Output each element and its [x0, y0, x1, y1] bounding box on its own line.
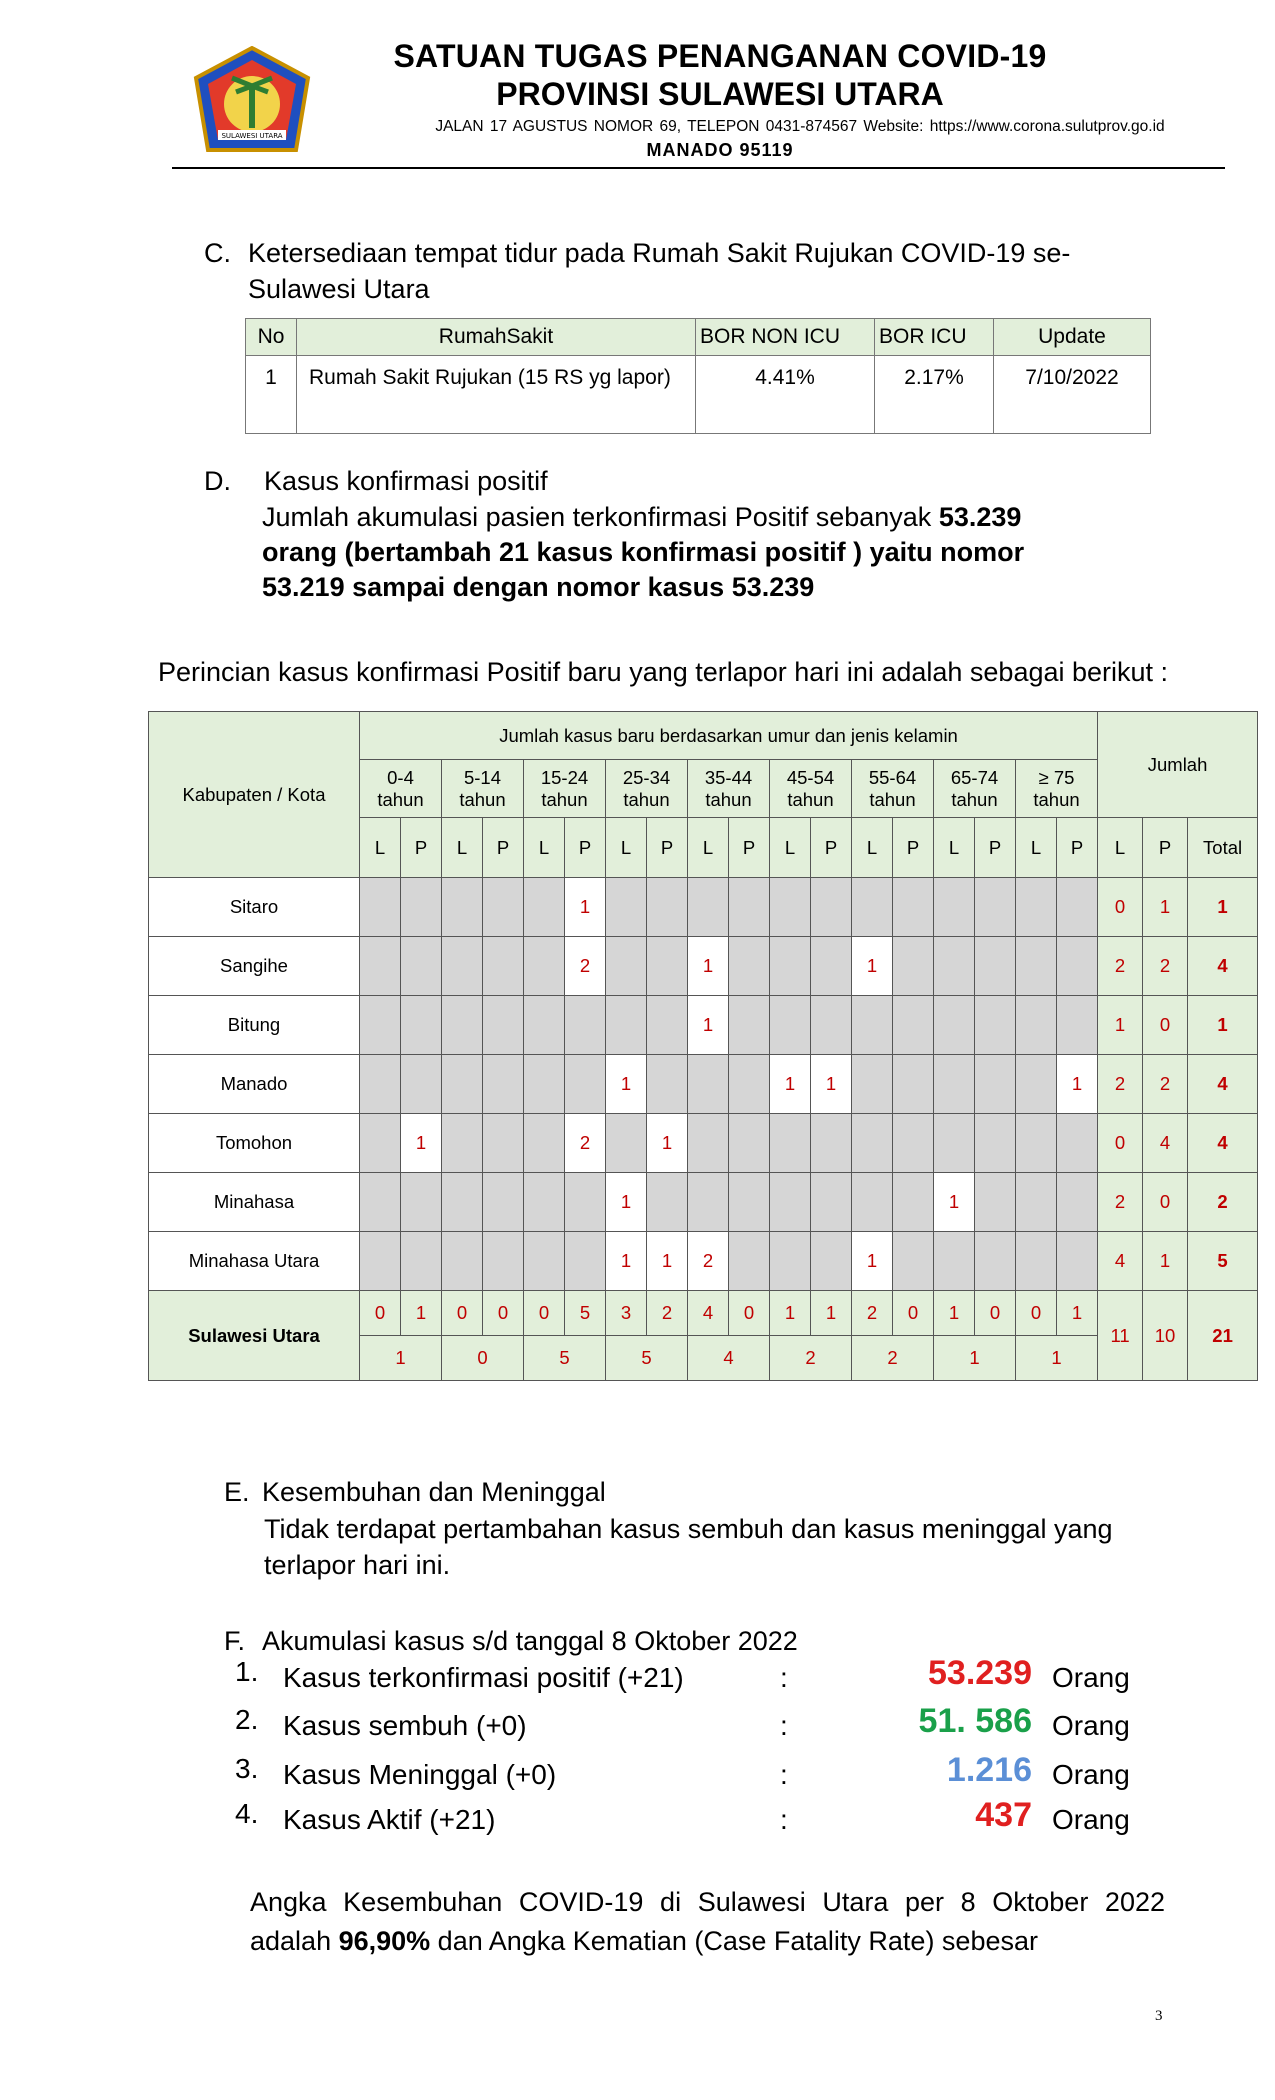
item-number: 2.	[235, 1704, 259, 1735]
sex-header: L	[524, 818, 565, 878]
sex-header: L	[1016, 818, 1057, 878]
age-group-header: 35-44 tahun	[688, 760, 770, 818]
item-number: 1.	[235, 1656, 259, 1687]
case-count-cell	[401, 996, 442, 1055]
summary-sex-cell: 1	[401, 1291, 442, 1336]
table-row	[149, 996, 1258, 1055]
row-sum-l: 4	[1098, 1232, 1143, 1291]
sex-header: P	[1143, 818, 1188, 878]
col-header-age-group: Jumlah kasus baru berdasarkan umur dan jenis kelamin	[360, 712, 1098, 760]
item-unit: Orang	[1052, 1662, 1130, 1693]
col-header-region: Kabupaten / Kota	[149, 712, 360, 878]
case-count-cell	[360, 878, 401, 937]
sex-header: L	[852, 818, 893, 878]
case-count-cell	[442, 1173, 483, 1232]
case-count-cell	[606, 878, 647, 937]
case-count-cell	[893, 996, 934, 1055]
closing-line2: adalah 96,90% dan Angka Kematian (Case Fatality Rate) sebesar	[250, 1926, 1038, 1956]
summary-age-cell: 1	[1016, 1336, 1098, 1381]
case-count-cell	[401, 937, 442, 996]
case-count-cell	[524, 937, 565, 996]
col-header-update: Update	[994, 319, 1151, 356]
case-count-cell	[975, 996, 1016, 1055]
summary-sex-cell: 1	[1057, 1291, 1098, 1336]
svg-text:SULAWESI UTARA: SULAWESI UTARA	[221, 132, 283, 140]
section-e-title: Kesembuhan dan Meninggal	[262, 1477, 606, 1507]
section-e-line2: terlapor hari ini.	[264, 1550, 451, 1580]
summary-sex-cell: 0	[893, 1291, 934, 1336]
section-d-line2: orang (bertambah 21 kasus konfirmasi positif ) yaitu nomor	[262, 537, 1025, 567]
summary-age-cell: 4	[688, 1336, 770, 1381]
row-sum-total: 1	[1188, 996, 1258, 1055]
case-count-cell	[360, 996, 401, 1055]
item-value: 1.216	[946, 1751, 1032, 1789]
case-count-cell	[811, 878, 852, 937]
table-row	[149, 937, 1258, 996]
case-count-cell	[770, 878, 811, 937]
detail-intro: Perincian kasus konfirmasi Positif baru yang terlapor hari ini adalah sebagai berikut :	[158, 657, 1169, 687]
case-count-cell	[483, 937, 524, 996]
col-header-bor-non-icu: BOR NON ICU	[696, 319, 875, 356]
case-count-cell	[524, 1055, 565, 1114]
item-label: Kasus sembuh (+0)	[283, 1710, 527, 1741]
case-count-cell	[893, 1055, 934, 1114]
case-count-cell	[729, 1055, 770, 1114]
case-count-cell	[934, 996, 975, 1055]
table-row	[149, 1232, 1258, 1291]
item-value: 437	[975, 1796, 1032, 1834]
region-label: Sitaro	[149, 878, 360, 937]
case-count-cell	[893, 878, 934, 937]
summary-age-cell: 5	[524, 1336, 606, 1381]
case-count-cell	[565, 1173, 606, 1232]
summary-sum-l: 11	[1098, 1291, 1143, 1381]
letterhead	[170, 38, 1230, 168]
item-unit: Orang	[1052, 1710, 1130, 1741]
row-sum-p: 0	[1143, 996, 1188, 1055]
row-sum-p: 2	[1143, 937, 1188, 996]
case-count-cell: 1	[565, 878, 606, 937]
row-sum-l: 0	[1098, 878, 1143, 937]
sex-header: P	[729, 818, 770, 878]
item-value: 53.239	[928, 1654, 1032, 1692]
summary-sex-cell: 0	[975, 1291, 1016, 1336]
case-count-cell	[483, 1114, 524, 1173]
case-count-cell	[360, 937, 401, 996]
summary-sex-cell: 0	[360, 1291, 401, 1336]
case-count-cell	[893, 1114, 934, 1173]
case-count-cell	[852, 878, 893, 937]
case-count-cell	[524, 996, 565, 1055]
row-sum-l: 2	[1098, 1173, 1143, 1232]
case-count-cell	[360, 1173, 401, 1232]
summary-sum-p: 10	[1143, 1291, 1188, 1381]
case-count-cell	[360, 1232, 401, 1291]
summary-age-cell: 5	[606, 1336, 688, 1381]
case-count-cell	[893, 937, 934, 996]
case-count-cell	[1057, 1114, 1098, 1173]
region-label: Minahasa	[149, 1173, 360, 1232]
case-count-cell	[852, 1173, 893, 1232]
case-count-cell	[770, 1232, 811, 1291]
case-count-cell	[770, 1114, 811, 1173]
case-count-cell: 1	[852, 937, 893, 996]
case-count-cell	[893, 1173, 934, 1232]
section-e-letter: E.	[224, 1477, 250, 1507]
summary-sex-cell: 0	[442, 1291, 483, 1336]
case-count-cell	[975, 937, 1016, 996]
item-value: 51. 586	[918, 1702, 1032, 1740]
col-header-total-group: Jumlah	[1098, 712, 1258, 818]
case-count-cell	[770, 937, 811, 996]
item-separator: :	[780, 1662, 788, 1693]
item-number: 4.	[235, 1798, 259, 1829]
city-line: MANADO 95119	[646, 140, 794, 160]
case-count-cell	[852, 1055, 893, 1114]
case-count-cell	[483, 1232, 524, 1291]
cell-update: 7/10/2022	[994, 356, 1151, 434]
case-count-cell	[442, 1055, 483, 1114]
page-number: 3	[1155, 2008, 1163, 2024]
case-count-cell	[688, 1173, 729, 1232]
case-count-cell	[1016, 937, 1057, 996]
section-c-title-cont: Sulawesi Utara	[248, 274, 430, 304]
total-header: Total	[1188, 818, 1258, 878]
sex-header: L	[1098, 818, 1143, 878]
item-unit: Orang	[1052, 1759, 1130, 1790]
case-count-cell	[934, 937, 975, 996]
case-count-cell	[401, 1173, 442, 1232]
case-count-cell	[811, 1114, 852, 1173]
summary-row-by-sex	[149, 1291, 1258, 1336]
section-f-letter: F.	[224, 1626, 246, 1656]
age-group-header: 45-54 tahun	[770, 760, 852, 818]
cell-bor-icu: 2.17%	[875, 356, 994, 434]
province-title: PROVINSI SULAWESI UTARA	[496, 76, 944, 112]
item-label: Kasus Meninggal (+0)	[283, 1759, 557, 1790]
sex-header: L	[606, 818, 647, 878]
case-count-cell	[1057, 937, 1098, 996]
case-count-cell: 1	[606, 1232, 647, 1291]
case-count-cell	[1016, 1232, 1057, 1291]
summary-sex-cell: 1	[934, 1291, 975, 1336]
region-label: Tomohon	[149, 1114, 360, 1173]
row-sum-p: 0	[1143, 1173, 1188, 1232]
case-count-cell	[442, 1114, 483, 1173]
case-count-cell	[975, 1055, 1016, 1114]
sex-header: P	[565, 818, 606, 878]
case-count-cell	[1016, 878, 1057, 937]
case-count-cell	[647, 1055, 688, 1114]
sex-header: P	[811, 818, 852, 878]
row-sum-total: 2	[1188, 1173, 1258, 1232]
row-sum-total: 4	[1188, 937, 1258, 996]
case-count-cell	[811, 937, 852, 996]
case-count-cell	[647, 1173, 688, 1232]
case-count-cell	[565, 1232, 606, 1291]
sex-header: P	[975, 818, 1016, 878]
table-row	[246, 356, 1151, 434]
item-separator: :	[780, 1759, 788, 1790]
case-count-cell	[729, 1232, 770, 1291]
section-d-title: Kasus konfirmasi positif	[264, 466, 548, 496]
case-count-cell	[975, 1173, 1016, 1232]
row-sum-p: 1	[1143, 1232, 1188, 1291]
case-count-cell	[442, 1232, 483, 1291]
summary-sex-cell: 5	[565, 1291, 606, 1336]
row-sum-p: 1	[1143, 878, 1188, 937]
sex-header: P	[483, 818, 524, 878]
sex-header: L	[442, 818, 483, 878]
section-f-title: Akumulasi kasus s/d tanggal 8 Oktober 2022	[262, 1626, 798, 1656]
header-divider	[172, 167, 1225, 169]
case-count-cell	[729, 1173, 770, 1232]
row-sum-total: 1	[1188, 878, 1258, 937]
item-label: Kasus Aktif (+21)	[283, 1804, 496, 1835]
sex-header: L	[770, 818, 811, 878]
item-unit: Orang	[1052, 1804, 1130, 1835]
age-group-header: 25-34 tahun	[606, 760, 688, 818]
case-count-cell	[688, 1114, 729, 1173]
row-sum-l: 0	[1098, 1114, 1143, 1173]
row-sum-l: 2	[1098, 1055, 1143, 1114]
case-count-cell	[729, 996, 770, 1055]
case-count-cell: 1	[688, 996, 729, 1055]
case-count-cell	[811, 1173, 852, 1232]
org-title: SATUAN TUGAS PENANGANAN COVID-19	[393, 38, 1047, 74]
case-count-cell	[565, 996, 606, 1055]
age-group-header: 65-74 tahun	[934, 760, 1016, 818]
case-count-cell	[442, 937, 483, 996]
case-count-cell	[934, 1114, 975, 1173]
case-count-cell	[524, 878, 565, 937]
case-count-cell	[729, 937, 770, 996]
case-count-cell	[975, 878, 1016, 937]
row-sum-total: 4	[1188, 1055, 1258, 1114]
summary-sex-cell: 0	[729, 1291, 770, 1336]
sex-header: P	[893, 818, 934, 878]
sex-header: L	[688, 818, 729, 878]
case-count-cell	[1057, 878, 1098, 937]
case-count-cell	[852, 996, 893, 1055]
case-count-cell	[852, 1114, 893, 1173]
row-sum-total: 5	[1188, 1232, 1258, 1291]
case-count-cell	[1016, 1173, 1057, 1232]
summary-age-cell: 2	[770, 1336, 852, 1381]
case-count-cell	[770, 996, 811, 1055]
cell-hospital: Rumah Sakit Rujukan (15 RS yg lapor)	[297, 356, 696, 434]
case-count-cell	[524, 1232, 565, 1291]
case-count-cell	[811, 1232, 852, 1291]
section-e-line1: Tidak terdapat pertambahan kasus sembuh dan kasus meninggal yang	[264, 1514, 1113, 1544]
case-count-cell	[1016, 996, 1057, 1055]
age-group-header: 5-14 tahun	[442, 760, 524, 818]
age-group-header: 55-64 tahun	[852, 760, 934, 818]
case-count-cell: 2	[688, 1232, 729, 1291]
case-count-cell	[934, 1055, 975, 1114]
case-count-cell	[1057, 1173, 1098, 1232]
region-label: Sangihe	[149, 937, 360, 996]
item-number: 3.	[235, 1753, 259, 1784]
case-count-cell	[483, 1055, 524, 1114]
sex-header: L	[934, 818, 975, 878]
row-sum-p: 2	[1143, 1055, 1188, 1114]
case-count-cell: 2	[565, 1114, 606, 1173]
cell-no: 1	[246, 356, 297, 434]
case-count-cell	[442, 996, 483, 1055]
case-count-cell: 1	[606, 1173, 647, 1232]
region-label: Minahasa Utara	[149, 1232, 360, 1291]
col-header-bor-icu: BOR ICU	[875, 319, 994, 356]
summary-sex-cell: 3	[606, 1291, 647, 1336]
case-count-cell	[934, 1232, 975, 1291]
case-count-cell	[606, 1114, 647, 1173]
case-count-cell	[975, 1114, 1016, 1173]
region-label: Bitung	[149, 996, 360, 1055]
row-sum-l: 1	[1098, 996, 1143, 1055]
case-count-cell: 1	[647, 1114, 688, 1173]
case-count-cell	[729, 1114, 770, 1173]
case-count-cell	[524, 1173, 565, 1232]
case-count-cell	[811, 996, 852, 1055]
table-row	[149, 1055, 1258, 1114]
age-group-header: ≥ 75 tahun	[1016, 760, 1098, 818]
case-count-cell	[442, 878, 483, 937]
item-separator: :	[780, 1710, 788, 1741]
item-separator: :	[780, 1804, 788, 1835]
case-count-cell	[360, 1114, 401, 1173]
case-count-cell	[688, 878, 729, 937]
case-count-cell	[647, 937, 688, 996]
sex-header: P	[647, 818, 688, 878]
case-count-cell	[647, 996, 688, 1055]
sex-header: P	[1057, 818, 1098, 878]
summary-sex-cell: 4	[688, 1291, 729, 1336]
case-count-cell	[565, 1055, 606, 1114]
bed-occupancy-table	[245, 318, 1151, 434]
item-label: Kasus terkonfirmasi positif (+21)	[283, 1662, 684, 1693]
case-count-cell: 1	[606, 1055, 647, 1114]
summary-sum-total: 21	[1188, 1291, 1258, 1381]
col-header-no: No	[246, 319, 297, 356]
case-count-cell	[360, 1055, 401, 1114]
case-count-cell	[893, 1232, 934, 1291]
summary-sex-cell: 1	[811, 1291, 852, 1336]
summary-region-label: Sulawesi Utara	[149, 1291, 360, 1381]
case-count-cell	[1057, 1232, 1098, 1291]
case-count-cell	[524, 1114, 565, 1173]
case-count-cell: 1	[770, 1055, 811, 1114]
summary-age-cell: 1	[360, 1336, 442, 1381]
case-count-cell: 2	[565, 937, 606, 996]
summary-sex-cell: 2	[852, 1291, 893, 1336]
case-count-cell	[934, 878, 975, 937]
summary-age-cell: 1	[934, 1336, 1016, 1381]
case-count-cell	[1016, 1055, 1057, 1114]
summary-age-cell: 2	[852, 1336, 934, 1381]
case-count-cell	[688, 1055, 729, 1114]
case-count-cell: 1	[647, 1232, 688, 1291]
row-sum-l: 2	[1098, 937, 1143, 996]
row-sum-total: 4	[1188, 1114, 1258, 1173]
sex-header: P	[401, 818, 442, 878]
case-count-cell	[647, 878, 688, 937]
summary-sex-cell: 0	[1016, 1291, 1057, 1336]
summary-age-cell: 0	[442, 1336, 524, 1381]
case-count-cell	[401, 878, 442, 937]
col-header-hospital: RumahSakit	[297, 319, 696, 356]
case-count-cell	[483, 1173, 524, 1232]
case-count-cell	[1016, 1114, 1057, 1173]
case-count-cell	[483, 878, 524, 937]
summary-sex-cell: 1	[770, 1291, 811, 1336]
summary-sex-cell: 2	[647, 1291, 688, 1336]
section-d-line3: 53.219 sampai dengan nomor kasus 53.239	[262, 572, 815, 602]
summary-sex-cell: 0	[483, 1291, 524, 1336]
age-group-header: 15-24 tahun	[524, 760, 606, 818]
case-count-cell: 1	[1057, 1055, 1098, 1114]
case-count-cell: 1	[401, 1114, 442, 1173]
case-count-cell	[483, 996, 524, 1055]
address-line: JALAN 17 AGUSTUS NOMOR 69, TELEPON 0431-874567 Website: https://www.corona.sulutprov.go.id	[435, 118, 1165, 135]
case-count-cell	[975, 1232, 1016, 1291]
case-count-cell	[606, 937, 647, 996]
row-sum-p: 4	[1143, 1114, 1188, 1173]
case-count-cell: 1	[934, 1173, 975, 1232]
case-count-cell: 1	[688, 937, 729, 996]
case-count-cell	[606, 996, 647, 1055]
section-c-title: Ketersediaan tempat tidur pada Rumah Sakit Rujukan COVID-19 se-	[248, 238, 1071, 268]
age-group-header: 0-4 tahun	[360, 760, 442, 818]
table-row	[149, 1173, 1258, 1232]
case-count-cell: 1	[811, 1055, 852, 1114]
case-count-cell	[729, 878, 770, 937]
case-count-cell	[401, 1055, 442, 1114]
section-c-letter: C.	[204, 238, 231, 268]
section-d-line1: Jumlah akumulasi pasien terkonfirmasi Positif sebanyak 53.239	[262, 502, 1022, 532]
case-count-cell	[401, 1232, 442, 1291]
case-count-cell: 1	[852, 1232, 893, 1291]
case-count-cell	[770, 1173, 811, 1232]
region-label: Manado	[149, 1055, 360, 1114]
case-count-cell	[1057, 996, 1098, 1055]
closing-line1: Angka Kesembuhan COVID-19 di Sulawesi Utara per 8 Oktober 2022	[250, 1887, 1165, 1917]
section-d-letter: D.	[204, 466, 231, 496]
table-row	[149, 878, 1258, 937]
summary-sex-cell: 0	[524, 1291, 565, 1336]
cell-bor-non-icu: 4.41%	[696, 356, 875, 434]
new-cases-table	[148, 711, 1258, 1381]
table-row	[149, 1114, 1258, 1173]
sex-header: L	[360, 818, 401, 878]
